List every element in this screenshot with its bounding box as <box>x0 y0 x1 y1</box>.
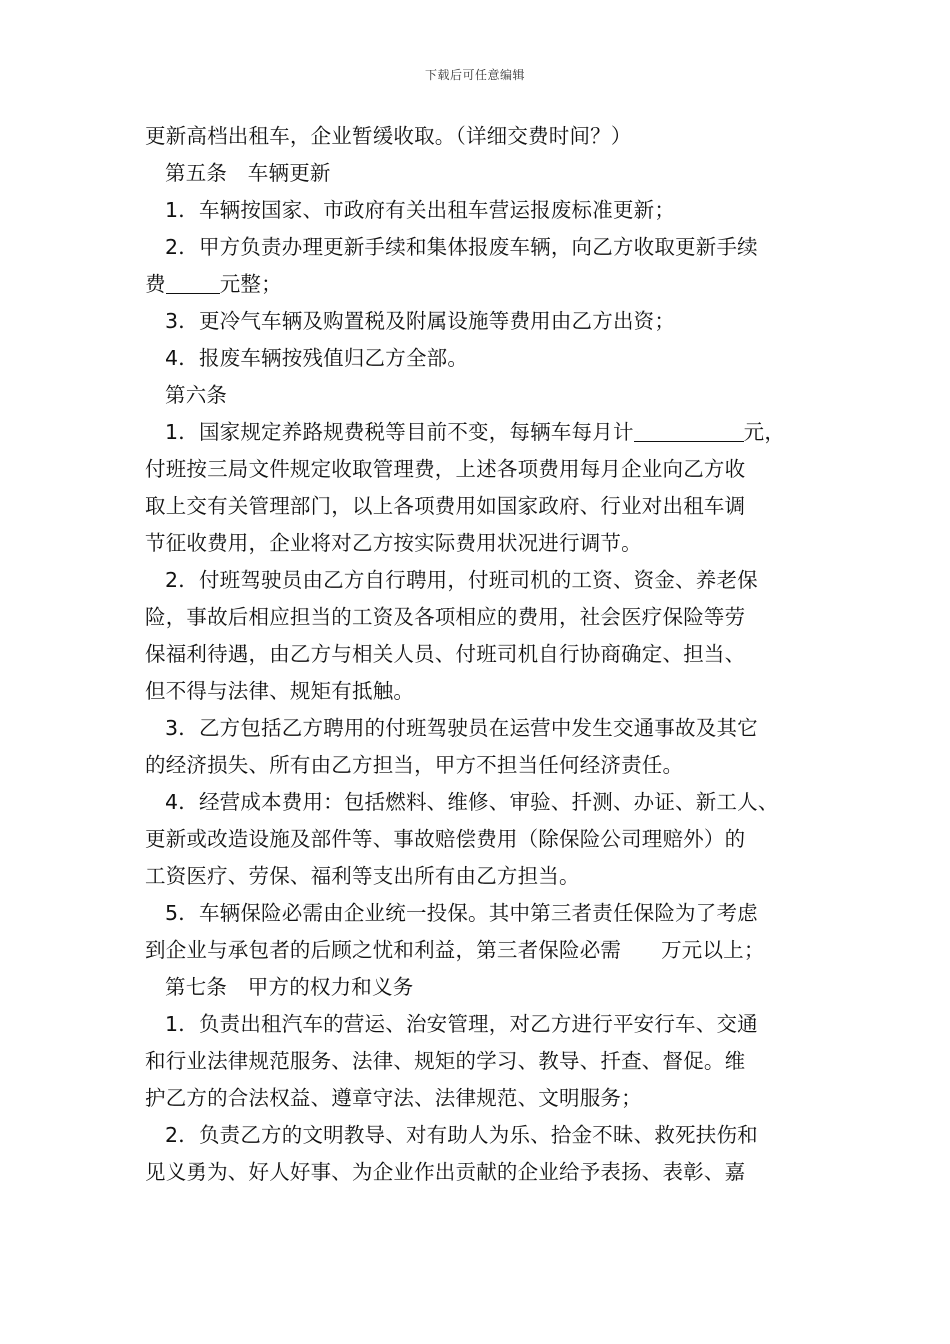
text-line: 但不得与法律、规矩有抵触。 <box>145 679 415 703</box>
text-fragment: 1．国家规定养路规费税等目前不变，每辆车每月计 <box>165 420 634 444</box>
clause-item: 1．车辆按国家、市政府有关出租车营运报废标准更新； <box>165 198 676 222</box>
clause-item <box>145 414 815 451</box>
clause-item: 5．车辆保险必需由企业统一投保。其中第三者责任保险为了考虑 <box>165 901 758 925</box>
text-line: 更新或改造设施及部件等、事故赔偿费用（除保险公司理赔外）的 <box>145 827 746 851</box>
clause-item: 2．付班驾驶员由乙方自行聘用，付班司机的工资、资金、养老保 <box>165 568 758 592</box>
text-line: 工资医疗、劳保、福利等支出所有由乙方担当。 <box>145 864 580 888</box>
text-line: 取上交有关管理部门，以上各项费用如国家政府、行业对出租车调 <box>145 494 746 518</box>
text-line <box>145 266 815 303</box>
text-fragment: 万元以上； <box>661 938 765 962</box>
section-heading: 第七条 甲方的权力和义务 <box>165 975 414 999</box>
clause-item: 4．经营成本费用：包括燃料、维修、审验、扦测、办证、新工人、 <box>165 790 779 814</box>
clause-item: 3．乙方包括乙方聘用的付班驾驶员在运营中发生交通事故及其它 <box>165 716 758 740</box>
text-line: 更新高档出租车，企业暂缓收取。（详细交费时间？） <box>145 124 632 148</box>
clause-item: 2．甲方负责办理更新手续和集体报废车辆，向乙方收取更新手续 <box>165 235 758 259</box>
text-line: 保福利待遇，由乙方与相关人员、付班司机自行协商确定、担当、 <box>145 642 746 666</box>
text-fragment: 到企业与承包者的后顾之忧和利益，第三者保险必需 <box>145 938 622 962</box>
section-heading: 第六条 <box>165 383 228 407</box>
clause-item: 4．报废车辆按残值归乙方全部。 <box>165 346 469 370</box>
text-line: 节征收费用，企业将对乙方按实际费用状况进行调节。 <box>145 531 642 555</box>
clause-item: 3．更冷气车辆及购置税及附属设施等费用由乙方出资； <box>165 309 676 333</box>
fill-in-blank <box>634 419 744 442</box>
text-line: 护乙方的合法权益、遵章守法、法律规范、文明服务； <box>145 1086 642 1110</box>
text-line: 险，事故后相应担当的工资及各项相应的费用，社会医疗保险等劳 <box>145 605 746 629</box>
text-line: 见义勇为、好人好事、为企业作出贡献的企业给予表扬、表彰、嘉 <box>145 1160 746 1184</box>
document-body <box>145 118 815 1191</box>
fill-in-blank <box>166 271 220 294</box>
text-fragment: 元整； <box>219 272 282 296</box>
page-header: 下载后可任意编辑 <box>424 68 525 82</box>
section-heading: 第五条 车辆更新 <box>165 161 331 185</box>
clause-item: 2．负责乙方的文明教导、对有助人为乐、拾金不昧、救死扶伤和 <box>165 1123 758 1147</box>
clause-item: 1．负责出租汽车的营运、治安管理，对乙方进行平安行车、交通 <box>165 1012 758 1036</box>
text-fragment: 费 <box>145 272 166 296</box>
text-fragment: 元， <box>743 420 786 444</box>
text-line: 和行业法律规范服务、法律、规矩的学习、教导、扦查、督促。维 <box>145 1049 746 1073</box>
text-line <box>145 932 815 969</box>
text-line: 的经济损失、所有由乙方担当，甲方不担当任何经济责任。 <box>145 753 684 777</box>
text-line: 付班按三局文件规定收取管理费，上述各项费用每月企业向乙方收 <box>145 457 746 481</box>
